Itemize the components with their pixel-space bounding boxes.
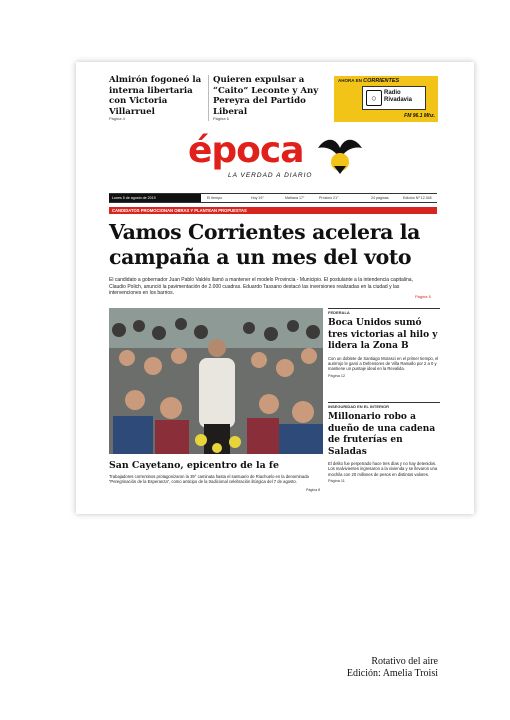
crowd-photo[interactable] [109,308,323,454]
photo-story-title[interactable]: San Cayetano, epicentro de la fe [109,460,279,471]
radio-icon: ○ [366,90,382,106]
top-teasers [109,75,437,123]
brand-logo-text: época [188,130,304,171]
ad-city: CORRIENTES [363,78,400,84]
teaser-villarruel[interactable] [109,75,205,121]
radio-logo-box [362,86,426,110]
radio-rivadavia-ad[interactable] [334,76,438,122]
side-kicker: INSEGURIDAD EN EL INTERIOR [328,402,440,409]
side-text: El delito fue perpetrado hace tres días y no hay detenidos. Los malvivientes ingresaron a la vivienda y se llevaron una mochila con 20 millones de pesos en distintos valores. [328,461,438,477]
masthead [188,130,368,180]
info-cell: Próximo 21° [319,196,339,200]
main-lede: El candidato a gobernador Juan Pablo Valdés llamó a mantener el modelo Provincia - Municipio. El postulante a la intendencia capitalina, Claudio Polich, anunció la pavimentación de 2.000 cuadras. Eduardo Tassano destacó las inversiones realizadas en la ciudad y las intervenciones en los barrios. [109,277,413,296]
info-cell: Edición Nº 12.345 [403,196,432,200]
side-story-robo[interactable] [328,402,440,483]
side-text: Con un doblete de Santiago Morasci en el primer tiempo, el aurirrojo le ganó a Defensores de Villa Ramallo por 2 a 0 y mantiene un puntaje ideal en la Revalida. [328,355,439,372]
side-kicker: FEDERALA [328,308,440,315]
photo-story-page: Página 8 [306,488,321,492]
info-cell: Mañana 17° [285,196,305,200]
photo-story-text: Trabajadores correntinos protagonizaron la 39° caminata hasta el santuario de Riachuelo en la denominada “Peregrinación de la Esperanza”, como anticipo de la tradicional celebración litúrgica del 7 de agosto. [109,474,309,485]
main-headline[interactable]: Vamos Corrientes acelera la campaña a un mes del voto [109,220,420,269]
teaser-title: Almirón fogoneó la interna libertaria con Victoria Villarruel [109,75,202,117]
credit-program: Rotativo del aire [371,656,438,667]
info-cell: Hoy 19° [251,196,264,200]
section-bar: CANDIDATOS PROMOCIONAN OBRAS Y PLANTEAN PROPUESTAS [109,207,437,214]
edition-date: Lunes 5 de agosto de 2019 [109,194,201,202]
tagline: LA VERDAD A DIARIO [228,172,313,179]
side-page: Página 12 [328,373,346,378]
newspaper-front-page [76,62,474,514]
credits [347,656,438,680]
side-story-boca[interactable] [328,308,440,378]
credit-editor: Edición: Amelia Troisi [346,668,438,679]
lede-page: Página 5 [415,294,431,299]
teaser-leconte[interactable] [208,75,333,121]
info-cell: 24 páginas [371,196,389,200]
radio-frequency: FM 96.1 Mhz. [404,113,435,119]
side-page: Página 11 [328,479,345,484]
teaser-title: Quieren expulsar a “Caito” Leconte y Any Pereyra del Partido Liberal [213,75,319,117]
side-title: Millonario robo a dueño de una cadena de fruterías en Saladas [328,412,436,457]
bird-logo-icon [316,134,364,174]
crowd-image [109,308,323,454]
teaser-page: Página 6 [213,116,229,121]
side-title: Boca Unidos sumó tres victorias al hilo y lidera la Zona B [328,318,438,351]
ad-top-text: AHORA EN [338,78,362,83]
info-cell: El tiempo [207,196,222,200]
teaser-page: Página 4 [109,116,125,121]
info-bar [109,193,437,203]
radio-name: Radio Rivadavia [384,90,413,103]
